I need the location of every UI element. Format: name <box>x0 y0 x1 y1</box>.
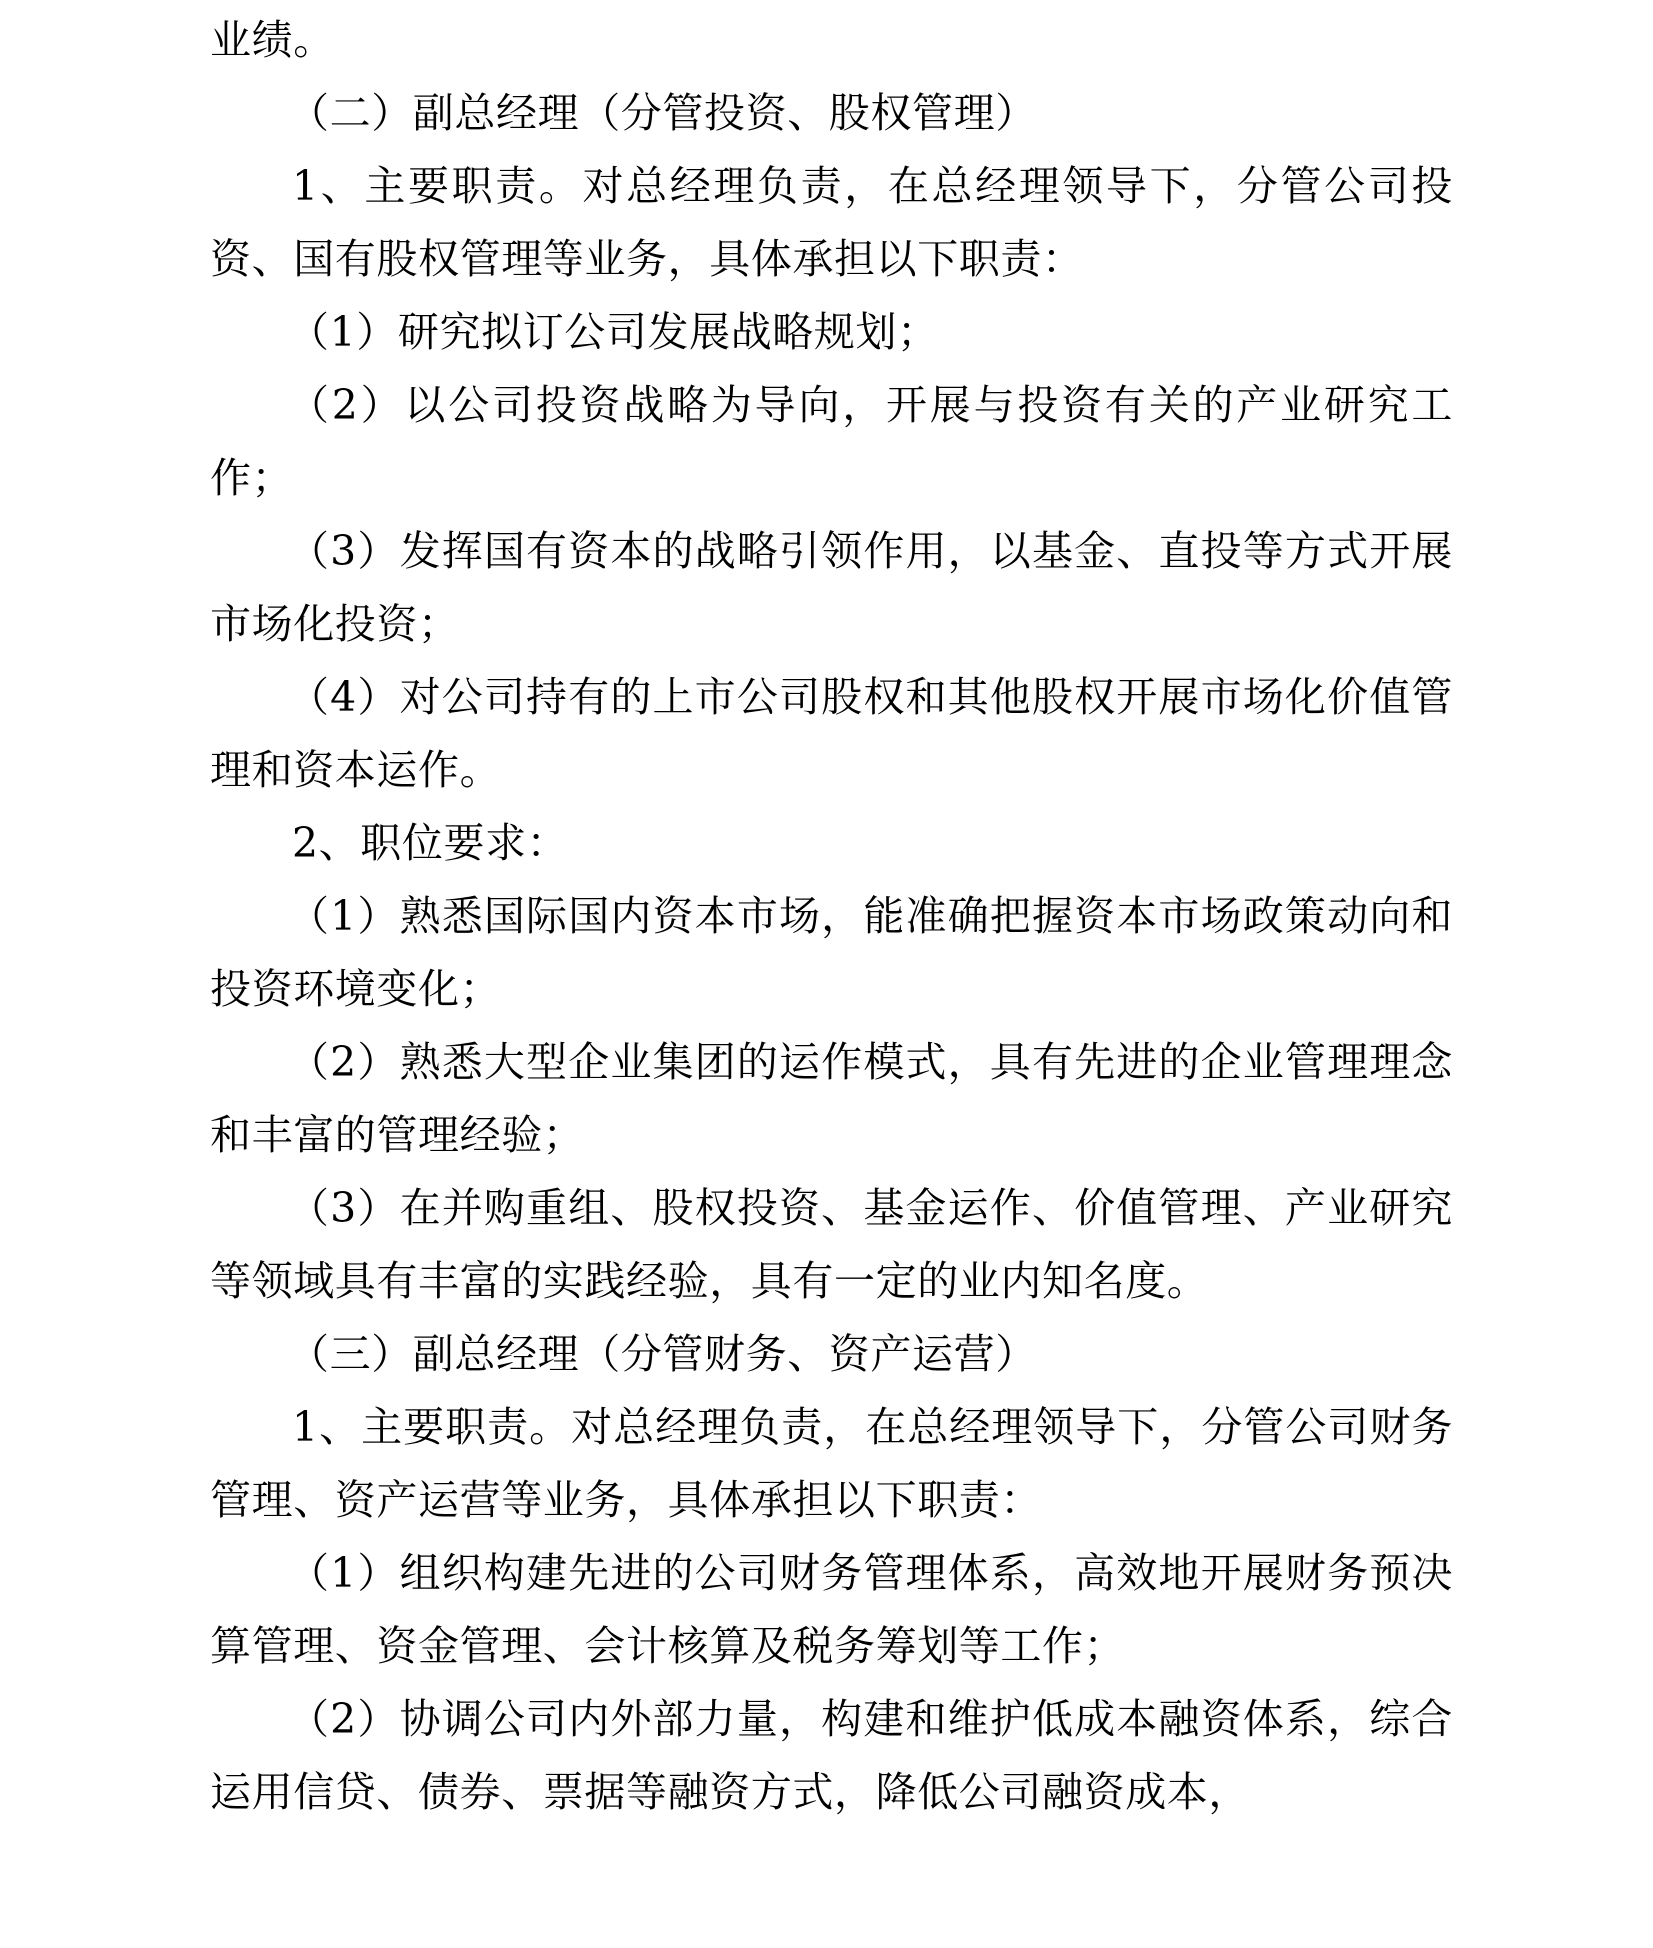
requirement-item-2: （2）熟悉大型企业集团的运作模式，具有先进的企业管理理念和丰富的管理经验； <box>210 1038 1453 1159</box>
list-item-2-section3: （2）协调公司内外部力量，构建和维护低成本融资体系，综合运用信贷、债券、票据等融资方式，降低公司融资成本， <box>210 1695 1453 1816</box>
paragraph-requirements-intro: 2、职位要求： <box>292 819 569 867</box>
paragraph-duties-intro-2: 1、主要职责。对总经理负责，在总经理领导下，分管公司财务管理、资产运营等业务，具体承担以下职责： <box>210 1403 1453 1524</box>
document-body <box>210 0 1453 1829</box>
requirement-item-3: （3）在并购重组、股权投资、基金运作、价值管理、产业研究等领域具有丰富的实践经验，具有一定的业内知名度。 <box>210 1184 1453 1305</box>
list-item-1-section3: （1）组织构建先进的公司财务管理体系，高效地开展财务预决算管理、资金管理、会计核算及税务筹划等工作； <box>210 1549 1453 1670</box>
paragraph-continuation: 业绩。 <box>210 16 335 64</box>
paragraph-duties-intro: 1、主要职责。对总经理负责，在总经理领导下，分管公司投资、国有股权管理等业务，具体承担以下职责： <box>210 162 1453 283</box>
list-item-1: （1）研究拟订公司发展战略规划； <box>288 308 939 356</box>
list-item-2: （2）以公司投资战略为导向，开展与投资有关的产业研究工作； <box>210 381 1453 502</box>
list-item-4: （4）对公司持有的上市公司股权和其他股权开展市场化价值管理和资本运作。 <box>210 673 1453 794</box>
section-heading-3: （三）副总经理（分管财务、资产运营） <box>288 1330 1037 1378</box>
requirement-item-1: （1）熟悉国际国内资本市场，能准确把握资本市场政策动向和投资环境变化； <box>210 892 1453 1013</box>
section-heading-2: （二）副总经理（分管投资、股权管理） <box>288 89 1037 137</box>
list-item-3: （3）发挥国有资本的战略引领作用，以基金、直投等方式开展市场化投资； <box>210 527 1453 648</box>
